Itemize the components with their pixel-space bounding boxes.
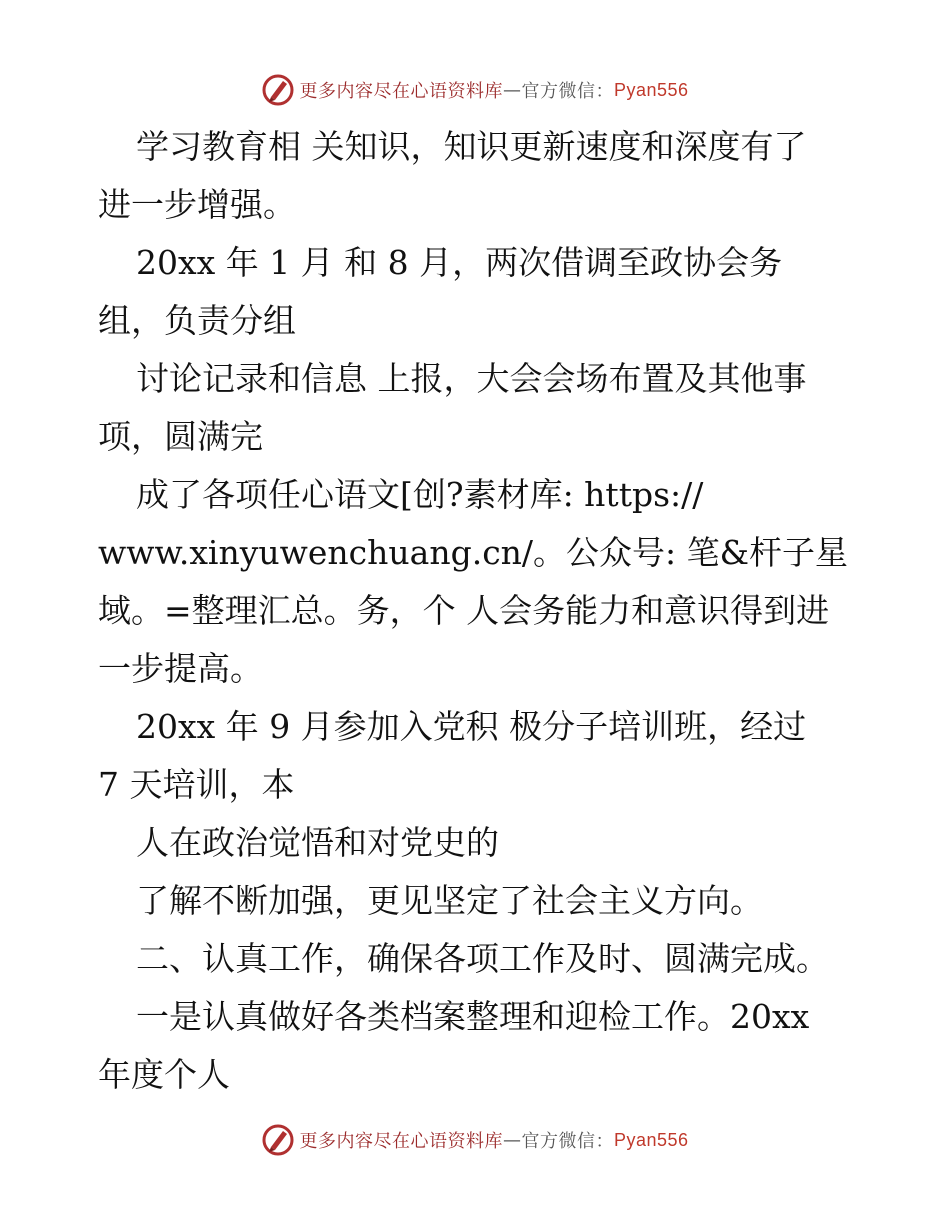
text-line: 20xx 年 1 月 和 8 月，两次借调至政协会务 <box>136 243 783 282</box>
wechat-label: 官方微信： <box>521 81 614 102</box>
text-line: 组，负责分组 <box>98 301 296 340</box>
pen-logo-icon <box>261 73 295 107</box>
text-line: 项，圆满完 <box>98 417 263 456</box>
text-line: 学习教育相 关知识，知识更新速度和深度有了 <box>136 127 807 166</box>
wechat-label: 官方微信： <box>521 1131 614 1152</box>
text-line: 成了各项任心语文[创?素材库: https:// <box>136 475 704 514</box>
footer-banner <box>0 1118 950 1162</box>
text-line: 20xx 年 9 月参加入党积 极分子培训班，经过 <box>136 707 807 746</box>
text-line: www.xinyuwenchuang.cn/。公众号: 笔&杆子星 <box>98 533 849 572</box>
text-line: 二、认真工作，确保各项工作及时、圆满完成。 <box>136 939 829 978</box>
text-line: 人在政治觉悟和对党史的 <box>136 823 499 862</box>
text-line: 7 天培训，本 <box>98 765 295 804</box>
text-line: 了解不断加强，更见坚定了社会主义方向。 <box>136 881 763 920</box>
header-banner <box>0 68 950 112</box>
text-line: 进一步增强。 <box>98 185 296 224</box>
document-body <box>98 118 858 1104</box>
wechat-id: Pyan556 <box>613 1129 689 1150</box>
wechat-id: Pyan556 <box>613 79 689 100</box>
brand-text: 更多内容尽在心语资料库 <box>299 1131 503 1152</box>
text-line: 年度个人 <box>98 1055 230 1094</box>
banner-separator: — <box>502 79 522 101</box>
text-line: 一是认真做好各类档案整理和迎检工作。20xx <box>136 997 810 1036</box>
text-line: 一步提高。 <box>98 649 263 688</box>
pen-logo-icon <box>261 1123 295 1157</box>
banner-separator: — <box>502 1129 522 1151</box>
text-line: 讨论记录和信息 上报，大会会场布置及其他事 <box>136 359 807 398</box>
text-line: 域。=整理汇总。务，个 人会务能力和意识得到进 <box>98 591 830 630</box>
brand-text: 更多内容尽在心语资料库 <box>299 81 503 102</box>
